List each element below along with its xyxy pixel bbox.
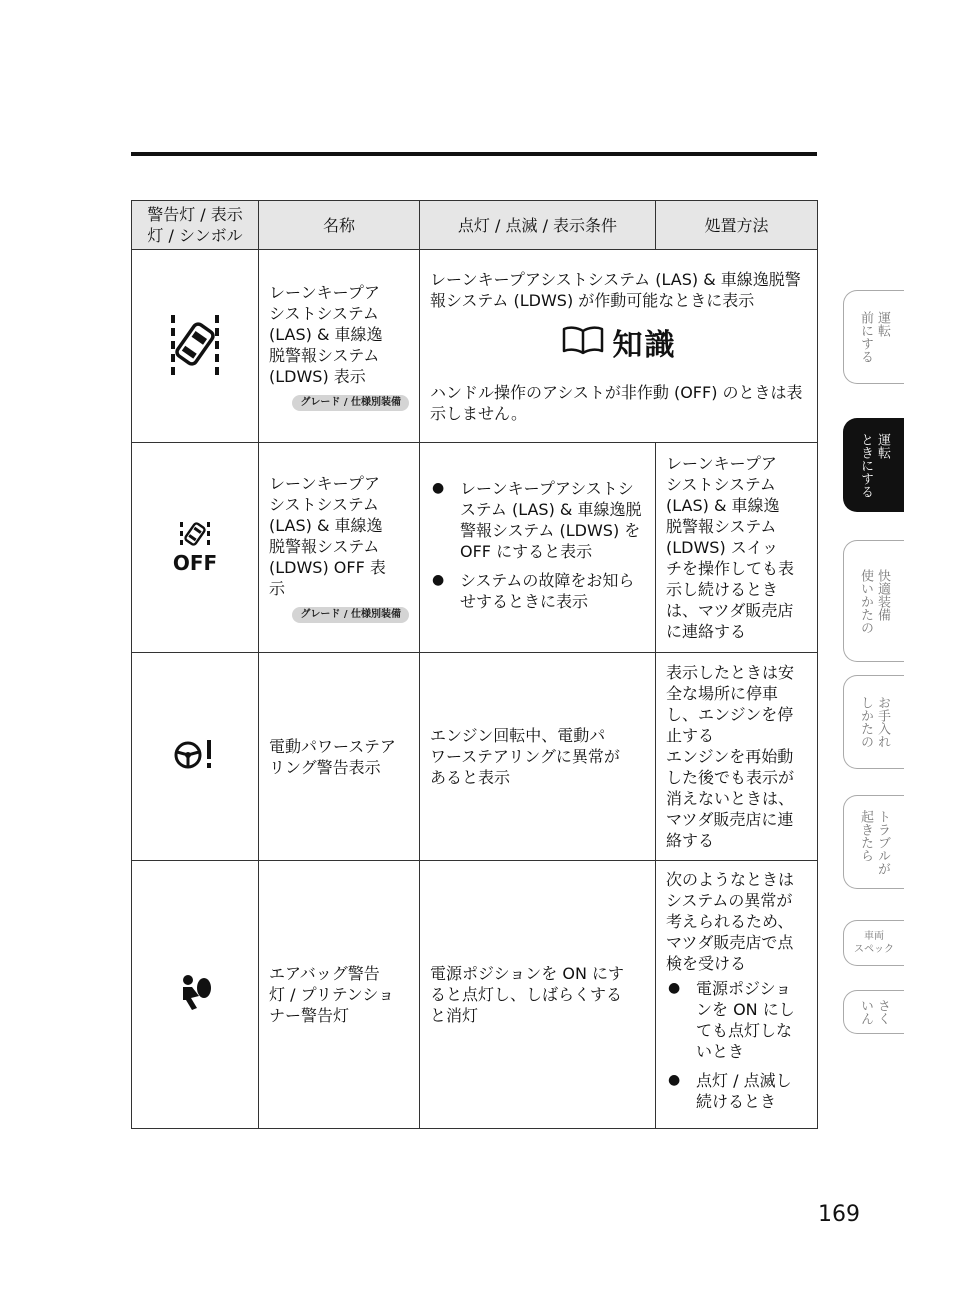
- table-row: [132, 653, 818, 861]
- power-steering-warning-icon: [173, 755, 217, 774]
- knowledge-label: 知識: [612, 327, 677, 363]
- table-row: [132, 250, 818, 443]
- table-row: [132, 861, 818, 1129]
- table-header-row: [132, 201, 818, 250]
- column-header-action: 処置方法: [656, 201, 818, 250]
- condition-list: [430, 478, 645, 612]
- icon-cell: [132, 250, 259, 443]
- row-action: 次のようなときは システムの異常が 考えられるため、 マツダ販売店で点 検を受ける: [666, 870, 795, 973]
- action-cell: [656, 443, 818, 653]
- book-icon: [561, 325, 605, 366]
- name-cell: [259, 653, 420, 861]
- name-cell: [259, 861, 420, 1129]
- condition-cell: [420, 443, 656, 653]
- icon-cell: [132, 861, 259, 1129]
- name-cell: [259, 250, 420, 443]
- row-action: 表示したときは安 全な場所に停車 し、エンジンを停 止する エンジンを再始動 した後でも表示が 消えないときは、 マツダ販売店に連 絡する: [666, 663, 795, 850]
- lane-keep-assist-off-icon: [173, 521, 217, 573]
- row-condition: レーンキープアシストシステム (LAS) & 車線逸脱警報システム (LDWS) が作動可能なときに表示: [430, 269, 801, 310]
- row-name: レーンキープア シストシステム (LAS) & 車線逸 脱警報システム (LDWS) OFF 表 示: [269, 473, 386, 598]
- row-name: 電動パワーステア リング警告表示: [269, 736, 396, 777]
- column-header-name: 名称: [259, 201, 420, 250]
- table-row: [132, 443, 818, 653]
- row-name: エアバッグ警告 灯 / プリテンショ ナー警告灯: [269, 964, 395, 1025]
- action-cell: [656, 861, 818, 1129]
- tab-comfort-equipment[interactable]: 快適装備 使いかたの: [843, 540, 904, 662]
- action-cell: [656, 653, 818, 861]
- condition-cell: [420, 861, 656, 1129]
- column-header-icon: 警告灯 / 表示 灯 / シンボル: [132, 201, 259, 250]
- row-condition: エンジン回転中、電動パ ワーステアリングに異常が あると表示: [430, 726, 620, 787]
- tab-while-driving[interactable]: 運転 ときにする: [843, 418, 904, 512]
- header-rule: [131, 152, 817, 156]
- name-cell: [259, 443, 420, 653]
- grade-badge: グレード / 仕様別装備: [292, 395, 409, 411]
- list-item: ● 点灯 / 点滅し続けるとき: [666, 1070, 807, 1112]
- airbag-warning-icon: [177, 995, 213, 1014]
- warning-light-table: [131, 200, 818, 1129]
- row-action: レーンキープア シストシステム (LAS) & 車線逸 脱警報システム (LDWS) スイッ チを操作しても表 示し続けるとき は、マツダ販売店 に連絡する: [666, 454, 795, 641]
- knowledge-text: ハンドル操作のアシストが非作動 (OFF) のときは表示しません。: [430, 382, 803, 423]
- row-name: レーンキープア シストシステム (LAS) & 車線逸 脱警報システム (LDWS) 表示: [269, 282, 383, 386]
- action-list: [666, 978, 807, 1112]
- grade-badge: グレード / 仕様別装備: [292, 607, 409, 623]
- list-item: ● システムの故障をお知らせするときに表示: [430, 570, 645, 612]
- list-item: ● 電源ポジションを ON にしても点灯しないとき: [666, 978, 807, 1062]
- page-number: 169: [818, 1202, 860, 1227]
- off-label: OFF: [172, 550, 218, 575]
- lane-keep-assist-icon: [167, 360, 223, 379]
- row-condition: 電源ポジションを ON にす ると点灯し、しばらくする と消灯: [430, 964, 625, 1025]
- tab-vehicle-specs[interactable]: 車両 スペック: [843, 920, 904, 966]
- tab-index[interactable]: さく いん: [843, 990, 904, 1034]
- icon-cell: [132, 443, 259, 653]
- tab-before-driving[interactable]: 運転 前にする: [843, 290, 904, 384]
- knowledge-block: [430, 325, 807, 366]
- column-header-condition: 点灯 / 点滅 / 表示条件: [420, 201, 656, 250]
- icon-cell: [132, 653, 259, 861]
- tab-troubleshooting[interactable]: トラブルが 起きたら: [843, 795, 904, 889]
- condition-cell: [420, 653, 656, 861]
- tab-maintenance[interactable]: お手入れ しかたの: [843, 675, 904, 769]
- condition-cell: [420, 250, 818, 443]
- list-item: ● レーンキープアシストシステム (LAS) & 車線逸脱警報システム (LDWS) を OFF にすると表示: [430, 478, 645, 562]
